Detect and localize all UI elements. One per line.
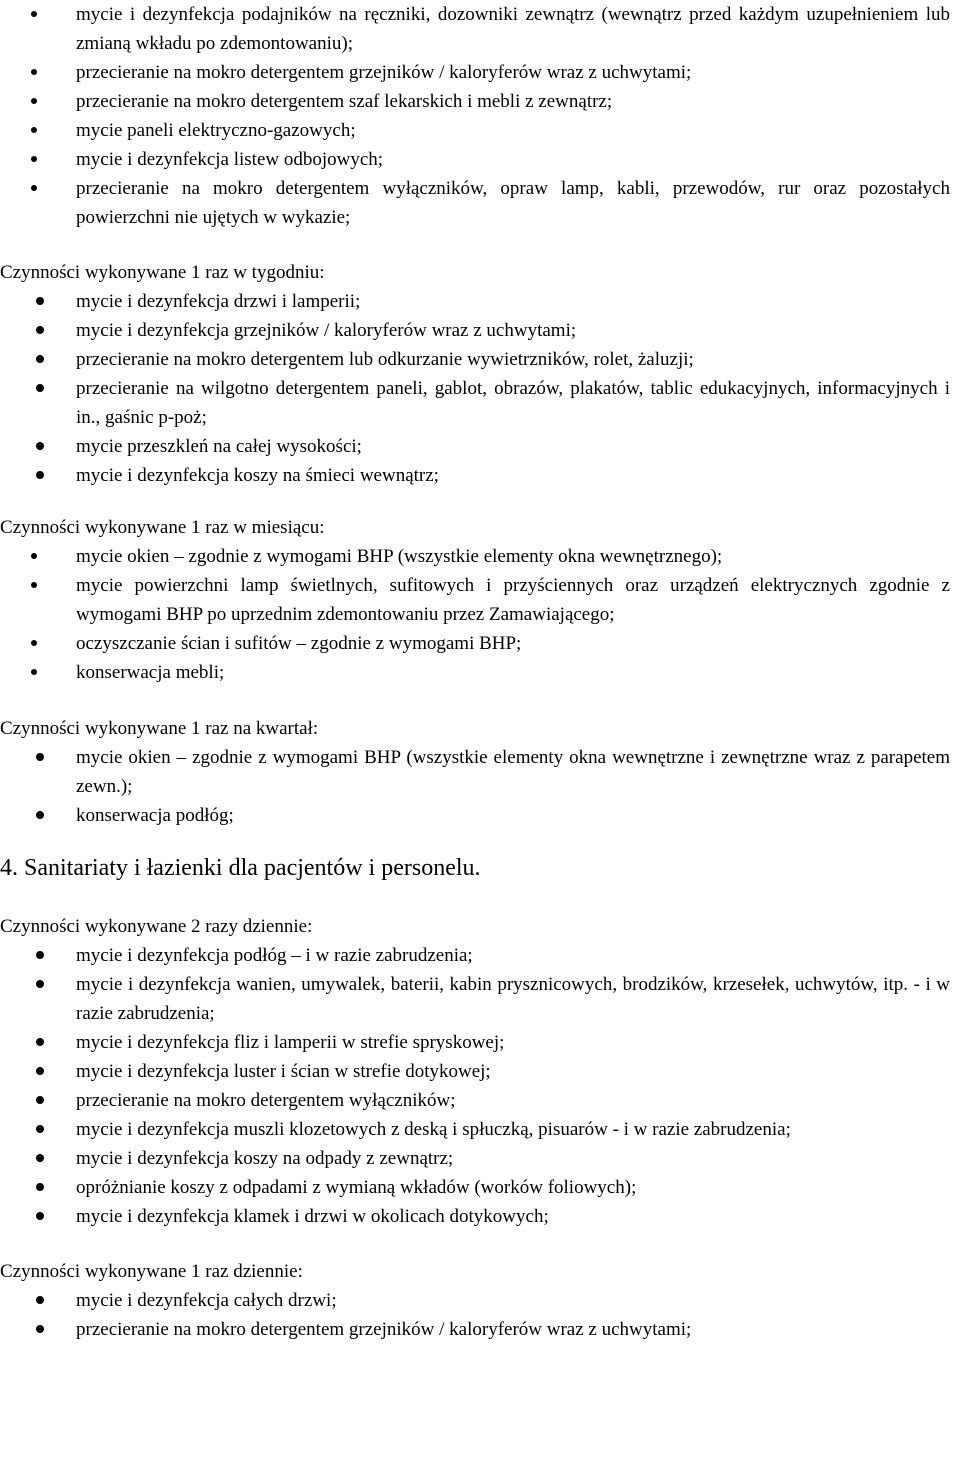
list-item: mycie i dezynfekcja listew odbojowych; <box>0 145 950 174</box>
list-item: mycie i dezynfekcja całych drzwi; <box>0 1286 950 1315</box>
list-item: konserwacja mebli; <box>0 658 950 687</box>
list-item: przecieranie na wilgotno detergentem paneli, gablot, obrazów, plakatów, tablic edukacyjnych, informacyjnych i in., gaśnic p-poż; <box>0 374 950 432</box>
list-item: mycie i dezynfekcja grzejników / kaloryferów wraz z uchwytami; <box>0 316 950 345</box>
section-daily <box>0 1257 950 1344</box>
section-quarterly <box>0 714 950 830</box>
list-item: mycie i dezynfekcja drzwi i lamperii; <box>0 287 950 316</box>
heading-quarterly: Czynności wykonywane 1 raz na kwartał: <box>0 718 319 739</box>
section-twice-daily <box>0 912 950 1231</box>
list-item: mycie okien – zgodnie z wymogami BHP (wszystkie elementy okna wewnętrznego); <box>0 542 950 571</box>
list-item: mycie paneli elektryczno-gazowych; <box>0 116 950 145</box>
list-item: konserwacja podłóg; <box>0 801 950 830</box>
list-top <box>0 0 950 232</box>
heading-monthly: Czynności wykonywane 1 raz w miesiącu: <box>0 517 325 538</box>
list-item: przecieranie na mokro detergentem grzejników / kaloryferów wraz z uchwytami; <box>0 58 950 87</box>
list-item: mycie przeszkleń na całej wysokości; <box>0 432 950 461</box>
list-item: mycie i dezynfekcja luster i ścian w strefie dotykowej; <box>0 1057 950 1086</box>
list-item: oczyszczanie ścian i sufitów – zgodnie z wymogami BHP; <box>0 629 950 658</box>
list-item: przecieranie na mokro detergentem lub odkurzanie wywietrzników, rolet, żaluzji; <box>0 345 950 374</box>
heading-daily: Czynności wykonywane 1 raz dziennie: <box>0 1261 303 1282</box>
list-item: mycie i dezynfekcja muszli klozetowych z deską i spłuczką, pisuarów - i w razie zabrudzenia; <box>0 1115 950 1144</box>
list-item: opróżnianie koszy z odpadami z wymianą wkładów (worków foliowych); <box>0 1173 950 1202</box>
list-item: mycie i dezynfekcja koszy na odpady z zewnątrz; <box>0 1144 950 1173</box>
list-item: mycie i dezynfekcja podłóg – i w razie zabrudzenia; <box>0 941 950 970</box>
list-item: przecieranie na mokro detergentem grzejników / kaloryferów wraz z uchwytami; <box>0 1315 950 1344</box>
list-item: mycie i dezynfekcja klamek i drzwi w okolicach dotykowych; <box>0 1202 950 1231</box>
list-item: przecieranie na mokro detergentem wyłączników, opraw lamp, kabli, przewodów, rur oraz pozostałych powierzchni nie ujętych w wykazie; <box>0 174 950 232</box>
list-item: mycie i dezynfekcja podajników na ręczniki, dozowniki zewnątrz (wewnątrz przed każdym uzupełnieniem lub zmianą wkładu po zdemontowaniu); <box>0 0 950 58</box>
list-item: mycie powierzchni lamp świetlnych, sufitowych i przyściennych oraz urządzeń elektrycznych zgodnie z wymogami BHP po uprzednim zdemontowaniu przez Zamawiającego; <box>0 571 950 629</box>
list-item: mycie i dezynfekcja wanien, umywalek, baterii, kabin prysznicowych, brodzików, krzesełek, uchwytów, itp. - i w razie zabrudzenia; <box>0 970 950 1028</box>
list-item: przecieranie na mokro detergentem szaf lekarskich i mebli z zewnątrz; <box>0 87 950 116</box>
list-item: mycie i dezynfekcja koszy na śmieci wewnątrz; <box>0 461 950 490</box>
list-item: mycie okien – zgodnie z wymogami BHP (wszystkie elementy okna wewnętrzne i zewnętrzne wraz z parapetem zewn.); <box>0 743 950 801</box>
heading-weekly: Czynności wykonywane 1 raz w tygodniu: <box>0 262 325 283</box>
section-monthly <box>0 513 950 687</box>
heading-twice-daily: Czynności wykonywane 2 razy dziennie: <box>0 916 313 937</box>
section-weekly <box>0 258 950 490</box>
list-item: przecieranie na mokro detergentem wyłączników; <box>0 1086 950 1115</box>
list-item: mycie i dezynfekcja fliz i lamperii w strefie spryskowej; <box>0 1028 950 1057</box>
section-4-title: 4. Sanitariaty i łazienki dla pacjentów i personelu. <box>0 855 481 881</box>
